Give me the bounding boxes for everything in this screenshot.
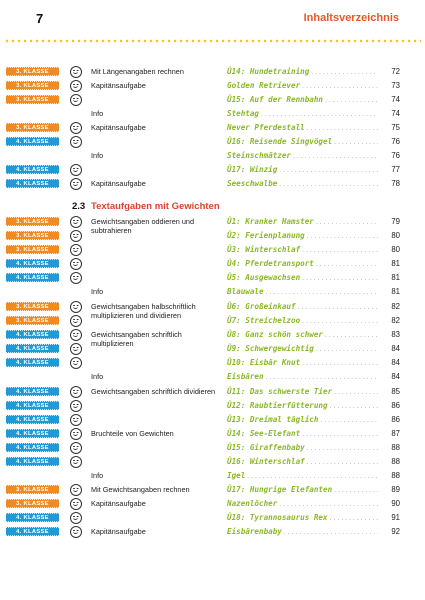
page-ref: 82	[391, 302, 400, 311]
topic-description: Bruchteile von Gewichten	[91, 429, 174, 438]
section-number: 2.3	[72, 201, 86, 212]
grade-badge: 4. KLASSE	[6, 137, 59, 146]
page-ref: 86	[391, 401, 400, 410]
smiley-icon	[70, 94, 82, 106]
exercise-title[interactable]: Ü5: Ausgewachsen . . .	[227, 272, 378, 284]
smiley-icon	[70, 216, 82, 228]
topic-description: Gewichtsangaben oddieren und subtrahieren	[91, 217, 195, 235]
grade-badge: 3. KLASSE	[6, 217, 59, 226]
page-ref: 88	[391, 457, 400, 466]
page-ref: 86	[391, 415, 400, 424]
exercise-title[interactable]: Ü15: Giraffenbaby . . .	[227, 442, 378, 454]
smiley-icon	[70, 258, 82, 270]
page-ref: 84	[391, 372, 400, 381]
topic-description: Gewichtsangaben schriftlich multiplizieren	[91, 330, 182, 348]
page-ref: 79	[391, 217, 400, 226]
page-ref: 87	[391, 429, 400, 438]
toc-row[interactable]	[0, 427, 425, 441]
smiley-icon	[70, 230, 82, 242]
topic-description: Kapitänsaufgabe	[91, 123, 146, 132]
topic-description: Kapitänsaufgabe	[91, 81, 146, 90]
exercise-title[interactable]: Nazenlöcher . . .	[227, 498, 378, 510]
smiley-icon	[70, 164, 82, 176]
grade-badge: 4. KLASSE	[6, 259, 59, 268]
smiley-icon	[70, 400, 82, 412]
exercise-title[interactable]: Ü16: Winterschlaf . . .	[227, 456, 378, 468]
smiley-icon	[70, 178, 82, 190]
grade-badge: 4. KLASSE	[6, 330, 59, 339]
toc-row[interactable]	[0, 385, 425, 399]
smiley-icon	[70, 484, 82, 496]
grade-badge: 3. KLASSE	[6, 316, 59, 325]
grade-badge: 4. KLASSE	[6, 415, 59, 424]
smiley-icon	[70, 244, 82, 256]
toc-row[interactable]	[0, 243, 425, 257]
exercise-title[interactable]: Ü13: Dreimal täglich . . .	[227, 414, 378, 426]
topic-description: Info	[91, 151, 104, 160]
exercise-title[interactable]: Ü12: Raubtierfütterung . . .	[227, 400, 378, 412]
grade-badge: 4. KLASSE	[6, 429, 59, 438]
exercise-title[interactable]: Ü10: Eisbär Knut . . .	[227, 357, 378, 369]
smiley-icon	[70, 386, 82, 398]
page-ref: 89	[391, 485, 400, 494]
grade-badge: 3. KLASSE	[6, 123, 59, 132]
grade-badge: 4. KLASSE	[6, 273, 59, 282]
topic-description: Info	[91, 287, 104, 296]
toc-row[interactable]	[0, 511, 425, 525]
topic-description: Info	[91, 372, 104, 381]
toc-row[interactable]	[0, 497, 425, 511]
page-ref: 88	[391, 471, 400, 480]
page-ref: 76	[391, 137, 400, 146]
exercise-title[interactable]: Ü14: Hundetraining . . .	[227, 66, 378, 78]
smiley-icon	[70, 343, 82, 355]
topic-description: Gewichtsangaben schriftlich dividieren	[91, 387, 216, 396]
smiley-icon	[70, 414, 82, 426]
exercise-title[interactable]: Ü18: Tyrannosaurus Rex . . .	[227, 512, 378, 524]
grade-badge: 4. KLASSE	[6, 443, 59, 452]
page-ref: 77	[391, 165, 400, 174]
exercise-title[interactable]: Ü4: Pferdetransport . . .	[227, 258, 378, 270]
grade-badge: 3. KLASSE	[6, 485, 59, 494]
toc-row[interactable]	[0, 314, 425, 328]
exercise-title[interactable]: Ü6: Großeinkauf . . .	[227, 301, 378, 313]
toc-row[interactable]	[0, 271, 425, 285]
toc-row[interactable]	[0, 300, 425, 320]
smiley-icon	[70, 301, 82, 313]
smiley-icon	[70, 456, 82, 468]
exercise-title[interactable]: Ü17: Hungrige Elefanten . . .	[227, 484, 378, 496]
smiley-icon	[70, 498, 82, 510]
grade-badge: 4. KLASSE	[6, 513, 59, 522]
exercise-title[interactable]: Ü16: Reisende Singvögel . . .	[227, 136, 378, 148]
exercise-title[interactable]: Igel . . .	[227, 470, 378, 482]
page-ref: 73	[391, 81, 400, 90]
toc-row[interactable]	[0, 285, 425, 299]
page-ref: 75	[391, 123, 400, 132]
grade-badge: 4. KLASSE	[6, 527, 59, 536]
smiley-icon	[70, 136, 82, 148]
exercise-title[interactable]: Eisbären . . .	[227, 371, 378, 383]
exercise-title[interactable]: Eisbärenbaby . . .	[227, 526, 378, 538]
smiley-icon	[70, 512, 82, 524]
toc-row[interactable]	[0, 215, 425, 235]
topic-description: Info	[91, 109, 104, 118]
toc-row[interactable]	[0, 65, 425, 79]
toc-row[interactable]	[0, 135, 425, 149]
page-ref: 83	[391, 330, 400, 339]
smiley-icon	[70, 428, 82, 440]
section-title: Textaufgaben mit Gewichten	[91, 201, 220, 212]
toc-row[interactable]	[0, 441, 425, 455]
exercise-title[interactable]: Ü9: Schwergewichtig . . .	[227, 343, 378, 355]
page-ref: 81	[391, 259, 400, 268]
grade-badge: 3. KLASSE	[6, 67, 59, 76]
topic-description: Kapitänsaufgabe	[91, 499, 146, 508]
exercise-title[interactable]: Never Pferdestall . . .	[227, 122, 378, 134]
exercise-title[interactable]: Seeschwalbe . . .	[227, 178, 378, 190]
toc-row[interactable]	[0, 483, 425, 497]
exercise-title[interactable]: Ü11: Das schwerste Tier . . .	[227, 386, 378, 398]
exercise-title[interactable]: Ü1: Kranker Hamster . . .	[227, 216, 378, 228]
toc-row[interactable]	[0, 107, 425, 121]
page-ref: 80	[391, 231, 400, 240]
toc-row[interactable]	[0, 328, 425, 348]
grade-badge: 4. KLASSE	[6, 457, 59, 466]
smiley-icon	[70, 80, 82, 92]
exercise-title[interactable]: Ü15: Auf der Rennbahn . . .	[227, 94, 378, 106]
page-ref: 74	[391, 109, 400, 118]
toc-row[interactable]	[0, 229, 425, 243]
grade-badge: 4. KLASSE	[6, 358, 59, 367]
smiley-icon	[70, 442, 82, 454]
exercise-title[interactable]: Blauwale . . .	[227, 286, 378, 298]
exercise-title[interactable]: Ü14: See-Elefant . . .	[227, 428, 378, 440]
topic-description: Gewichtsangaben halbschriftlich multiplizieren und dividieren	[91, 302, 196, 320]
toc-row[interactable]	[0, 149, 425, 163]
page-ref: 81	[391, 273, 400, 282]
topic-description: Kapitänsaufgabe	[91, 179, 146, 188]
page-ref: 80	[391, 245, 400, 254]
smiley-icon	[70, 122, 82, 134]
toc-row[interactable]	[0, 257, 425, 271]
exercise-title[interactable]: Ü2: Ferienplanung . . .	[227, 230, 378, 242]
toc-row[interactable]	[0, 525, 425, 539]
toc-row[interactable]	[0, 413, 425, 427]
page-ref: 85	[391, 387, 400, 396]
smiley-icon	[70, 66, 82, 78]
exercise-title[interactable]: Ü17: Winzig . . .	[227, 164, 378, 176]
exercise-title[interactable]: Ü8: Ganz schön schwer . . .	[227, 329, 378, 341]
page-title: Inhaltsverzeichnis	[303, 12, 399, 24]
topic-description: Kapitänsaufgabe	[91, 527, 146, 536]
grade-badge: 4. KLASSE	[6, 179, 59, 188]
grade-badge: 4. KLASSE	[6, 344, 59, 353]
page-number: 7	[36, 11, 44, 26]
toc-row[interactable]	[0, 370, 425, 384]
page-ref: 81	[391, 287, 400, 296]
exercise-title[interactable]: Golden Retriever . . .	[227, 80, 378, 92]
page-ref: 74	[391, 95, 400, 104]
toc-row[interactable]	[0, 121, 425, 135]
exercise-title[interactable]: Steinschmätzer . . .	[227, 150, 378, 162]
page-ref: 91	[391, 513, 400, 522]
page-ref: 88	[391, 443, 400, 452]
toc-row[interactable]	[0, 79, 425, 93]
toc-row[interactable]	[0, 469, 425, 483]
grade-badge: 3. KLASSE	[6, 231, 59, 240]
smiley-icon	[70, 329, 82, 341]
grade-badge: 4. KLASSE	[6, 387, 59, 396]
page-ref: 90	[391, 499, 400, 508]
grade-badge: 3. KLASSE	[6, 81, 59, 90]
grade-badge: 4. KLASSE	[6, 165, 59, 174]
grade-badge: 3. KLASSE	[6, 302, 59, 311]
page-ref: 72	[391, 67, 400, 76]
toc-row[interactable]	[0, 93, 425, 107]
grade-badge: 4. KLASSE	[6, 401, 59, 410]
grade-badge: 3. KLASSE	[6, 499, 59, 508]
exercise-title[interactable]: Stehtag . . .	[227, 108, 378, 120]
page-ref: 78	[391, 179, 400, 188]
topic-description: Mit Längenangaben rechnen	[91, 67, 184, 76]
exercise-title[interactable]: Ü7: Streichelzoo . . .	[227, 315, 378, 327]
smiley-icon	[70, 357, 82, 369]
page-ref: 92	[391, 527, 400, 536]
page-ref: 84	[391, 344, 400, 353]
toc-row[interactable]	[0, 399, 425, 413]
toc-row[interactable]	[0, 163, 425, 177]
page-ref: 76	[391, 151, 400, 160]
toc-row[interactable]	[0, 342, 425, 356]
smiley-icon	[70, 315, 82, 327]
grade-badge: 3. KLASSE	[6, 245, 59, 254]
toc-row[interactable]	[0, 356, 425, 370]
toc-row[interactable]	[0, 455, 425, 469]
smiley-icon	[70, 526, 82, 538]
toc-row[interactable]	[0, 177, 425, 191]
smiley-icon	[70, 272, 82, 284]
exercise-title[interactable]: Ü3: Winterschlaf . . .	[227, 244, 378, 256]
topic-description: Info	[91, 471, 104, 480]
page-ref: 84	[391, 358, 400, 367]
topic-description: Mit Gewichtsangaben rechnen	[91, 485, 190, 494]
page-ref: 82	[391, 316, 400, 325]
grade-badge: 3. KLASSE	[6, 95, 59, 104]
